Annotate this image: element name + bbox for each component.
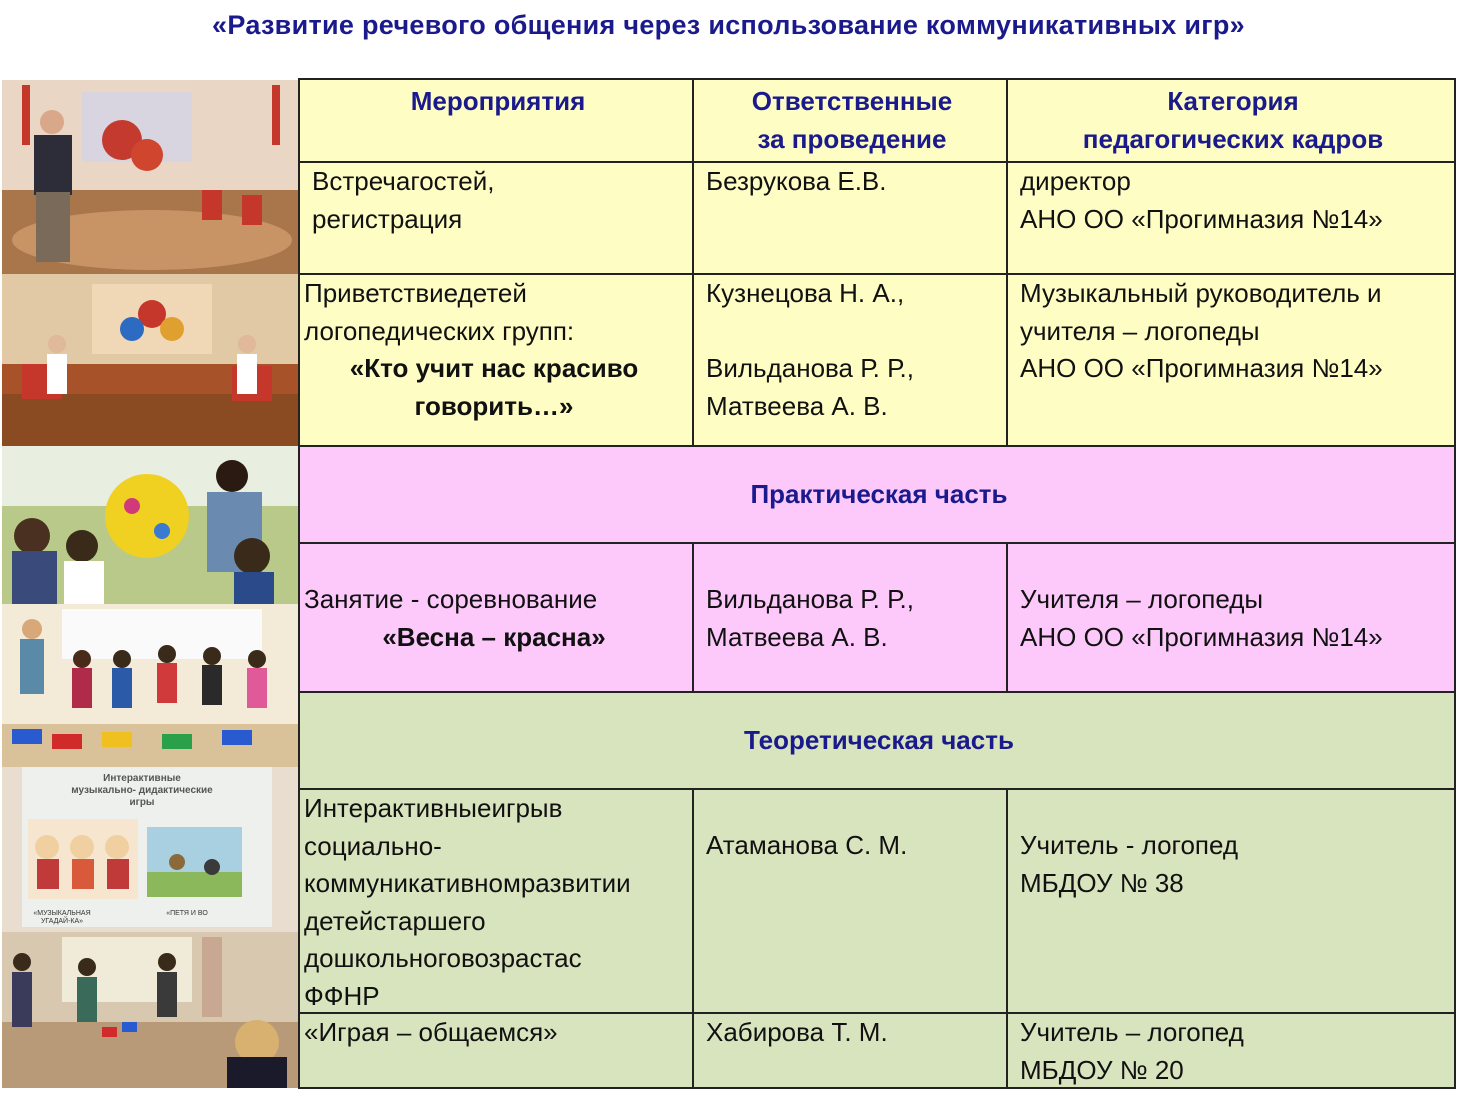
row3-event-line-1: Занятие - соревнование — [304, 584, 598, 614]
header-responsible-text-2: за проведение — [757, 123, 947, 154]
header-responsible — [694, 80, 1008, 163]
row1-responsible — [694, 163, 1008, 275]
header-responsible-text-1: Ответственные — [751, 86, 953, 116]
row4-event-line-6: ФФНР — [304, 980, 380, 1011]
header-category-text-2: педагогических кадров — [1082, 123, 1384, 154]
row1-category — [1008, 163, 1454, 275]
row4-word-1b: игры — [491, 793, 549, 823]
row2-category-line-2: учителя – логопеды — [1020, 315, 1260, 346]
photo-children-ball — [2, 446, 299, 604]
row2-category-line-3: АНО ОО «Прогимназия №14» — [1020, 353, 1383, 383]
row4-word-4a: детей — [304, 905, 374, 936]
photo-children-dance — [2, 604, 299, 767]
row2-event-bold-1: «Кто учит нас красиво — [349, 353, 639, 383]
row3-event-bold: «Весна – красна» — [382, 621, 606, 652]
row3-event — [300, 544, 694, 693]
row5-event-text: «Играя – общаемся» — [304, 1017, 558, 1047]
row4-responsible — [694, 790, 1008, 1014]
row5-category — [1008, 1014, 1454, 1087]
row1-event-word-b: гостей, — [410, 166, 495, 196]
row2-event-word-b: детей — [457, 278, 527, 308]
section-practical-text: Практическая часть — [750, 479, 1008, 509]
row4-word-5b: возраста — [460, 943, 569, 973]
row3-responsible-line-1: Вильданова Р. Р., — [706, 584, 914, 614]
row4-category-line-2: МБДОУ № 38 — [1020, 867, 1184, 898]
row3-category-line-1: Учителя – логопеды — [1020, 584, 1264, 614]
row2-event-line-1 — [304, 275, 684, 313]
row2-responsible-line-3: Матвеева А. В. — [706, 390, 888, 421]
header-events — [300, 80, 694, 163]
row1-responsible-text: Безрукова Е.В. — [706, 166, 887, 196]
row2-category — [1008, 275, 1454, 447]
row4-word-1a: Интерактивные — [304, 793, 492, 823]
row3-category-line-2: АНО ОО «Прогимназия №14» — [1020, 621, 1383, 652]
page-title: «Развитие речевого общения через использование коммуникативных игр» — [212, 10, 1245, 40]
row2-category-line-1: Музыкальный руководитель и — [1020, 278, 1382, 308]
slide-title-line-1: Интерактивные — [103, 773, 181, 784]
row1-event-line-1 — [312, 163, 684, 201]
section-theoretical-text: Теоретическая часть — [744, 725, 1014, 755]
row5-event — [300, 1014, 694, 1087]
row2-responsible-spacer — [706, 313, 998, 351]
row4-word-1c: в — [548, 793, 563, 823]
row2-event — [300, 275, 694, 447]
row4-event-line-2: социально- — [304, 830, 442, 861]
header-category — [1008, 80, 1454, 163]
schedule-table — [298, 78, 1456, 1089]
row4-event-line-1 — [304, 790, 684, 828]
photo-hall-performance — [2, 932, 299, 1088]
slide-caption-1b: УГАДАЙ-КА» — [40, 918, 84, 925]
row5-category-line-1: Учитель – логопед — [1020, 1017, 1244, 1047]
row5-category-line-2: МБДОУ № 20 — [1020, 1054, 1184, 1085]
row1-category-line-2: АНО ОО «Прогимназия №14» — [1020, 203, 1383, 234]
row4-word-3a: коммуникативном — [304, 868, 521, 898]
row3-responsible-line-2: Матвеева А. В. — [706, 621, 888, 652]
row2-event-bold-2: говорить…» — [414, 390, 574, 421]
row2-event-word-a: Приветствие — [304, 278, 458, 308]
row2-event-line-2: логопедических групп: — [304, 315, 575, 346]
slide-title-line-2: музыкально- дидактические — [71, 785, 213, 796]
row5-responsible — [694, 1014, 1008, 1087]
photo-presentation-slide — [2, 767, 299, 932]
row4-event-line-3 — [304, 865, 684, 903]
row2-responsible-line-1: Кузнецова Н. А., — [706, 278, 905, 308]
row4-category-line-1: Учитель - логопед — [1020, 830, 1239, 860]
row3-responsible — [694, 544, 1008, 693]
slide-title-line-3: игры — [129, 797, 155, 808]
row1-event-line-2: регистрация — [312, 203, 463, 234]
row1-event-word-a: Встреча — [312, 166, 411, 196]
row4-word-5c: с — [568, 943, 582, 973]
photo-children-drums — [2, 274, 299, 446]
header-category-text-1: Категория — [1167, 86, 1299, 116]
row2-responsible-line-2: Вильданова Р. Р., — [706, 353, 914, 383]
row4-word-4b: старшего — [373, 905, 486, 936]
row2-responsible — [694, 275, 1008, 447]
row4-responsible-text: Атаманова С. М. — [706, 830, 908, 860]
section-theoretical — [300, 693, 1454, 790]
row4-category — [1008, 790, 1454, 1014]
row4-event-line-4 — [304, 903, 684, 941]
row5-responsible-text: Хабирова Т. М. — [706, 1017, 888, 1047]
section-practical — [300, 447, 1454, 544]
slide-caption-1: «МУЗЫКАЛЬНАЯ — [33, 910, 91, 917]
row1-category-line-1: директор — [1020, 166, 1131, 196]
photo-guest-meeting — [2, 80, 299, 274]
header-events-text: Мероприятия — [410, 86, 586, 116]
row1-event — [300, 163, 694, 275]
row3-category — [1008, 544, 1454, 693]
row4-word-3b: развитии — [520, 868, 631, 898]
slide-caption-2: «ПЕТЯ И ВО — [166, 910, 208, 917]
row4-event — [300, 790, 694, 1014]
row4-word-5a: дошкольного — [304, 943, 461, 973]
photo-column — [2, 80, 299, 1088]
row4-event-line-5 — [304, 940, 684, 978]
